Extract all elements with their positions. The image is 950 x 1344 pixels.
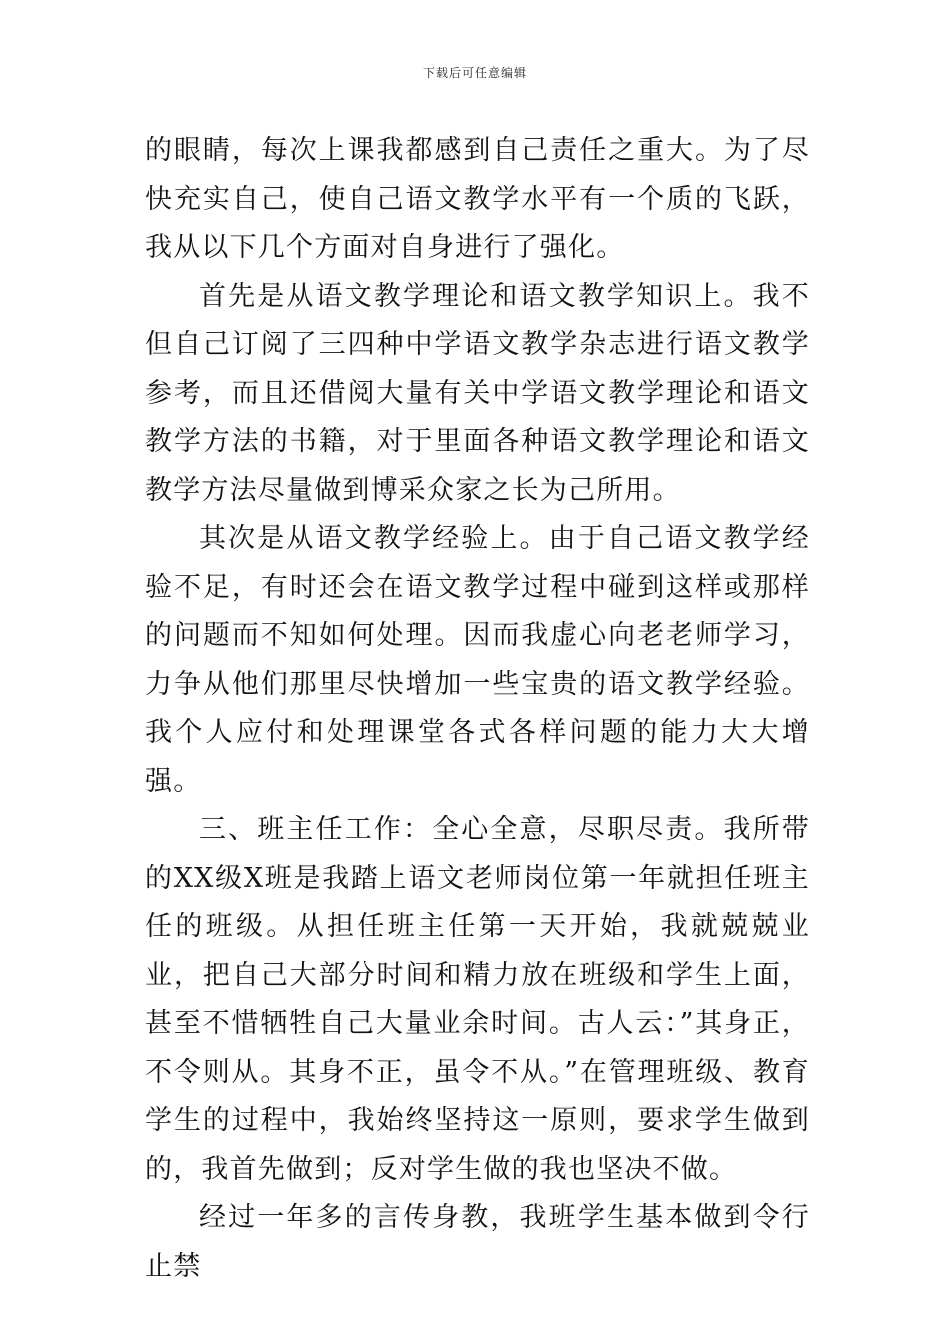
paragraph-5: 经过一年多的言传身教，我班学生基本做到令行止禁: [145, 1202, 810, 1282]
paragraph-1: 的眼睛，每次上课我都感到自己责任之重大。为了尽快充实自己，使自己语文教学水平有一个质的飞跃，我从以下几个方面对自身进行了强化。: [145, 135, 810, 263]
paragraph-4: 三、班主任工作：全心全意，尽职尽责。我所带的XX级X班是我踏上语文老师岗位第一年就担任班主任的班级。从担任班主任第一天开始，我就兢兢业业，把自己大部分时间和精力放在班级和学生上面，甚至不惜牺牲自己大量业余时间。古人云：”其身正，不令则从。其身不正，虽令不从。”在管理班级、教育学生的过程中，我始终坚持这一原则，要求学生做到的，我首先做到；反对学生做的我也坚决不做。: [145, 814, 810, 1185]
page-header-caption: 下载后可任意编辑: [422, 66, 527, 80]
paragraph-3: 其次是从语文教学经验上。由于自己语文教学经验不足，有时还会在语文教学过程中碰到这样或那样的问题而不知如何处理。因而我虚心向老老师学习，力争从他们那里尽快增加一些宝贵的语文教学经验。我个人应付和处理课堂各式各样问题的能力大大增强。: [145, 523, 810, 797]
paragraph-2: 首先是从语文教学理论和语文教学知识上。我不但自己订阅了三四种中学语文教学杂志进行语文教学参考，而且还借阅大量有关中学语文教学理论和语文教学方法的书籍，对于里面各种语文教学理论和语文教学方法尽量做到博采众家之长为己所用。: [145, 280, 810, 506]
document-body: [145, 127, 810, 1291]
